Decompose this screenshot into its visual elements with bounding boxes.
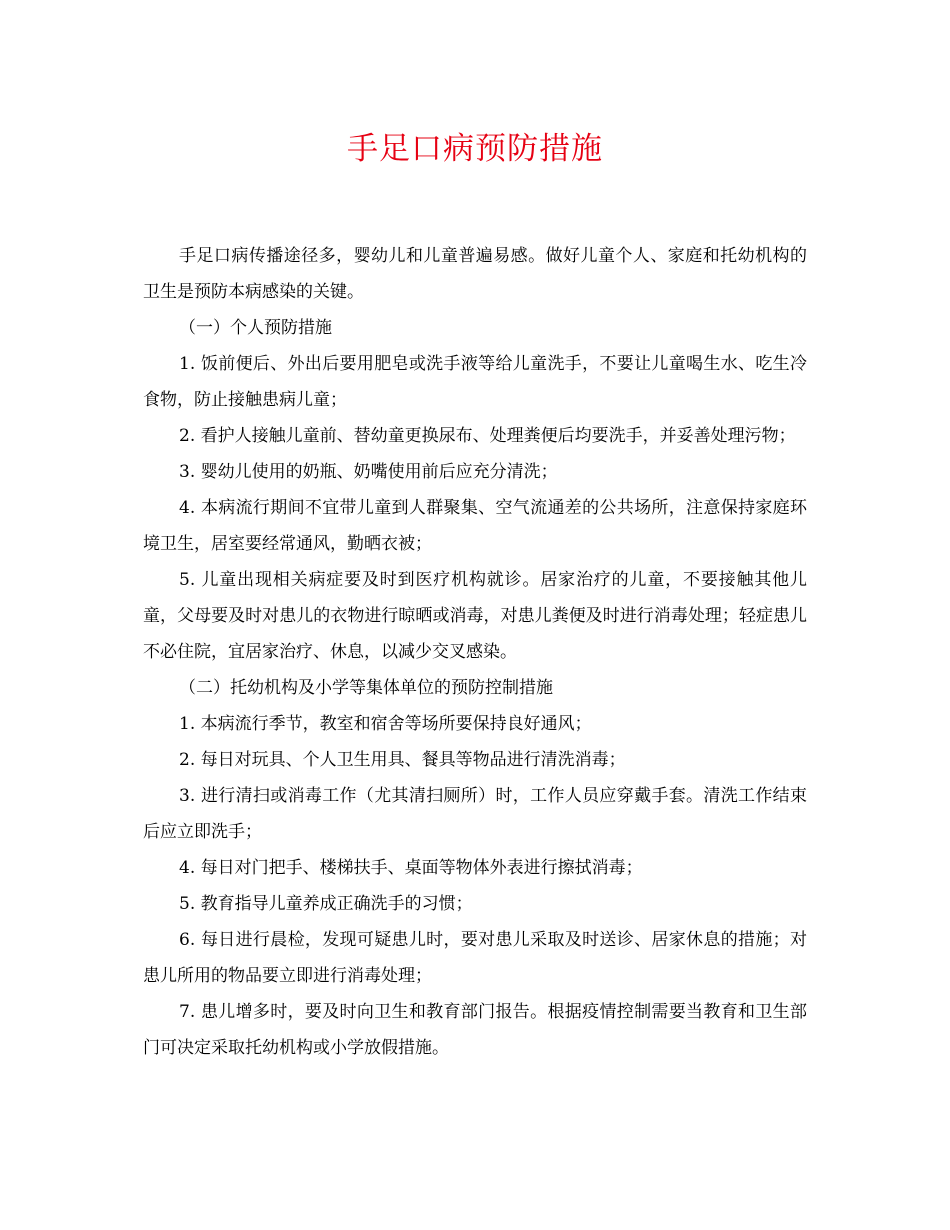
institutional-measure-item: 2. 每日对玩具、个人卫生用具、餐具等物品进行清洗消毒； bbox=[179, 750, 626, 770]
document-body bbox=[143, 238, 807, 1066]
personal-measure-item: 2. 看护人接触儿童前、替幼童更换尿布、处理粪便后均要洗手，并妥善处理污物； bbox=[179, 426, 796, 446]
institutional-measure-item: 7. 患儿增多时，要及时向卫生和教育部门报告。根据疫情控制需要当教育和卫生部门可决定采取托幼机构或小学放假措施。 bbox=[143, 1002, 807, 1058]
personal-measure-item: 3. 婴幼儿使用的奶瓶、奶嘴使用前后应充分清洗； bbox=[179, 462, 558, 482]
institutional-measure-item: 5. 教育指导儿童养成正确洗手的习惯； bbox=[179, 894, 473, 914]
section-heading-personal: （一）个人预防措施 bbox=[179, 318, 332, 338]
personal-measure-item: 4. 本病流行期间不宜带儿童到人群聚集、空气流通差的公共场所，注意保持家庭环境卫生，居室要经常通风，勤晒衣被； bbox=[143, 498, 807, 554]
intro-paragraph: 手足口病传播途径多，婴幼儿和儿童普遍易感。做好儿童个人、家庭和托幼机构的卫生是预防本病感染的关键。 bbox=[143, 246, 807, 302]
section-heading-institutional: （二）托幼机构及小学等集体单位的预防控制措施 bbox=[179, 678, 553, 698]
institutional-measure-item: 3. 进行清扫或消毒工作（尤其清扫厕所）时，工作人员应穿戴手套。清洗工作结束后应立即洗手； bbox=[143, 786, 807, 842]
document-title: 手足口病预防措施 bbox=[347, 131, 603, 167]
personal-measure-item: 5. 儿童出现相关病症要及时到医疗机构就诊。居家治疗的儿童，不要接触其他儿童，父母要及时对患儿的衣物进行晾晒或消毒，对患儿粪便及时进行消毒处理；轻症患儿不必住院，宜居家治疗、休息，以减少交叉感染。 bbox=[143, 570, 807, 662]
personal-measure-item: 1. 饭前便后、外出后要用肥皂或洗手液等给儿童洗手，不要让儿童喝生水、吃生冷食物，防止接触患病儿童； bbox=[143, 354, 807, 410]
institutional-measure-item: 4. 每日对门把手、楼梯扶手、桌面等物体外表进行擦拭消毒； bbox=[179, 858, 643, 878]
institutional-measure-item: 6. 每日进行晨检，发现可疑患儿时，要对患儿采取及时送诊、居家休息的措施；对患儿所用的物品要立即进行消毒处理； bbox=[143, 930, 807, 986]
institutional-measure-item: 1. 本病流行季节，教室和宿舍等场所要保持良好通风； bbox=[179, 714, 592, 734]
